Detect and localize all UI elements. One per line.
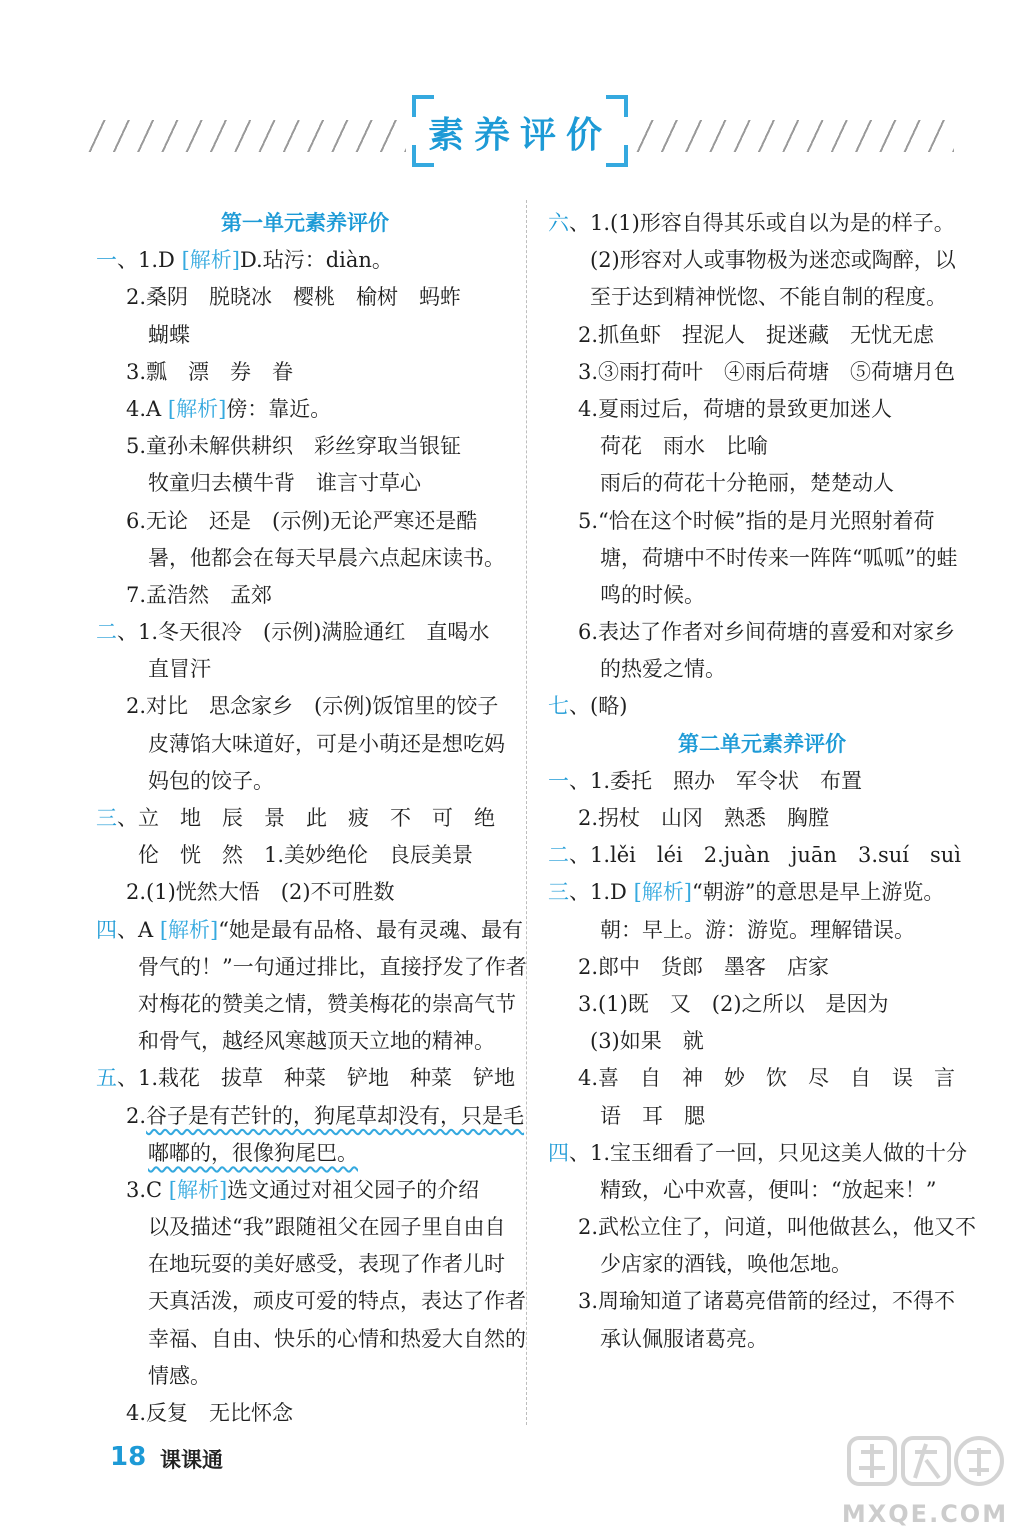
answer-line: [90, 949, 527, 986]
answer-text: 皮薄馅大味道好，可是小萌还是想吃妈: [148, 731, 505, 756]
section-heading: 第一单元素养评价: [221, 211, 389, 235]
answer-text: 5.“恰在这个时候”指的是月光照射着荷: [578, 508, 935, 533]
answer-text: 精致，心中欢喜，便叫：“放起来！”: [600, 1177, 937, 1202]
answer-text: 2.桑阴 脱晓冰 樱桃 榆树 蚂蚱: [126, 285, 462, 310]
answer-text: 在地玩耍的美好感受，表现了作者儿时: [148, 1252, 505, 1277]
answer-text: 牧童归去横牛背 谁言寸草心: [148, 471, 421, 496]
answer-line: [90, 317, 520, 354]
answer-line: [542, 540, 982, 577]
answer-column-right: [542, 205, 982, 1358]
answer-line: [90, 1246, 520, 1283]
question-number: 三: [548, 880, 569, 905]
answer-text: 2.: [126, 1103, 147, 1128]
answer-line: [542, 874, 982, 911]
answer-text: 2.拐杖 山冈 熟悉 胸膛: [578, 806, 830, 830]
answer-text: 鸣的时候。: [600, 582, 705, 607]
answer-line: [542, 837, 982, 874]
answer-line: [542, 763, 982, 800]
answer-text: 对梅花的赞美之情，赞美梅花的崇高气节: [138, 991, 516, 1016]
answer-text: “她是最有品格、最有灵魂、最有: [218, 917, 523, 942]
answer-text: 妈包的饺子。: [148, 768, 274, 793]
page-title-box: [412, 95, 628, 167]
answer-line: [90, 874, 520, 911]
answer-line: [90, 465, 520, 502]
answer-line: [542, 242, 982, 279]
answer-line: [542, 1098, 982, 1135]
watermark-text: MXQE.COM: [841, 1500, 1009, 1528]
answer-line: [90, 1209, 520, 1246]
answer-text: 2.(1)恍然大悟 (2)不可胜数: [126, 880, 395, 905]
answer-line: [542, 651, 982, 688]
answer-text: 、1.宝玉细看了一回，只见这美人做的十分: [569, 1140, 968, 1165]
answer-text: D.玷污：diàn。: [239, 248, 393, 273]
answer-text: 情感。: [148, 1363, 211, 1388]
answer-text: 3.(1)既 又 (2)之所以 是因为: [578, 991, 889, 1016]
answer-text: 4.A: [126, 396, 168, 421]
answer-text: 4.喜 自 神 妙 饮 尽 自 误 言: [578, 1066, 956, 1091]
answer-text: 7.孟浩然 孟郊: [126, 582, 273, 607]
answer-text: 3.C: [126, 1177, 169, 1202]
answer-line: [542, 428, 982, 465]
answer-line: [90, 577, 520, 614]
answer-text: 雨后的荷花十分艳丽，楚楚动人: [600, 471, 894, 496]
answer-text: 蝴蝶: [148, 322, 190, 347]
answer-text: 傍：靠近。: [226, 396, 332, 421]
column-divider: [526, 200, 527, 1425]
section-heading: 第二单元素养评价: [678, 731, 846, 756]
answer-line: [542, 1060, 982, 1097]
page-number: 18: [110, 1442, 147, 1472]
answer-line: [542, 1321, 982, 1358]
answer-text: 2.武松立住了，问道，叫他做甚么，他又不: [578, 1215, 977, 1240]
answer-text: 6.表达了作者对乡间荷塘的喜爱和对家乡: [578, 620, 956, 645]
answer-column-left: [90, 205, 527, 1432]
answer-line: [542, 1283, 982, 1320]
analysis-tag: [解析]: [167, 396, 227, 421]
watermark-logo-icon: [845, 1430, 1005, 1494]
answer-line: [90, 242, 520, 279]
answer-line: [90, 354, 520, 391]
answer-text: 3.③雨打荷叶 ④雨后荷塘 ⑤荷塘月色: [578, 359, 956, 384]
answer-text: 、1.栽花 拔草 种菜 铲地 种菜 铲地: [117, 1066, 516, 1091]
answer-line: [90, 837, 520, 874]
answer-line: [542, 577, 982, 614]
question-number: 二: [96, 620, 117, 645]
answer-text: 、1.(1)形容自得其乐或自以为是的样子。: [569, 211, 955, 235]
answer-line: [90, 986, 520, 1023]
answer-text: 骨气的！”一句通过排比，直接抒发了作者: [138, 954, 527, 979]
answer-line: [542, 1246, 982, 1283]
answer-line: [542, 503, 982, 540]
answer-line: [542, 986, 982, 1023]
question-number: 三: [96, 806, 117, 830]
answer-text: 2.郎中 货郎 墨客 店家: [578, 954, 830, 979]
answer-line: [90, 428, 520, 465]
question-number: 一: [548, 768, 569, 793]
answer-line: [90, 503, 520, 540]
answer-line: [542, 1023, 982, 1060]
analysis-tag: [解析]: [181, 248, 240, 273]
answer-text: 2.对比 思念家乡 (示例)饭馆里的饺子: [126, 694, 499, 719]
answer-text: 朝：早上。游：游览。理解错误。: [600, 917, 915, 942]
answer-line: [90, 651, 520, 688]
answer-text: 荷花 雨水 比喻: [600, 434, 768, 459]
analysis-tag: [解析]: [168, 1177, 228, 1202]
answer-text: 、(略): [569, 694, 628, 719]
answer-line: [90, 1060, 520, 1097]
answer-line: [90, 912, 523, 949]
answer-line: [542, 465, 982, 502]
answer-text: 、1.冬天很冷 (示例)满脸通红 直喝水: [117, 620, 490, 645]
answer-line: [542, 800, 982, 837]
answer-line: [90, 279, 520, 316]
answer-line: [90, 1098, 525, 1135]
answer-text: 、1.D: [117, 248, 182, 273]
answer-text: 4.反复 无比怀念: [126, 1401, 294, 1425]
answer-line: [542, 279, 982, 316]
decorative-hatch-left: [88, 120, 406, 152]
answer-text: 3.瓢 漂 券 眷: [126, 359, 294, 384]
answer-text: 少店家的酒钱，唤他怎地。: [600, 1252, 852, 1277]
answer-text: 、1.委托 照办 军令状 布置: [569, 768, 863, 793]
answer-text: 、1.lěi léi 2.juàn juān 3.suí suì: [569, 843, 962, 868]
question-number: 五: [96, 1066, 117, 1091]
answer-text: 3.周瑜知道了诸葛亮借箭的经过，不得不: [578, 1289, 956, 1314]
answer-text: “朝游”的意思是早上游览。: [691, 880, 945, 905]
question-number: 一: [96, 248, 117, 273]
answer-line: [90, 1023, 520, 1060]
answer-text: 承认佩服诸葛亮。: [600, 1326, 768, 1351]
page-title: 素养评价: [427, 115, 612, 156]
answer-text: 4.夏雨过后，荷塘的景致更加迷人: [578, 396, 893, 421]
answer-text: 、立 地 辰 景 此 疲 不 可 绝: [117, 806, 495, 830]
answer-text: 2.抓鱼虾 捏泥人 捉迷藏 无忧无虑: [578, 322, 935, 347]
answer-text: 、A: [117, 917, 160, 942]
answer-line: [542, 317, 982, 354]
analysis-tag: [解析]: [159, 917, 219, 942]
answer-line: [90, 614, 520, 651]
answer-line: [542, 391, 982, 428]
answer-line: [542, 1209, 982, 1246]
answer-line: [542, 1172, 982, 1209]
answer-line: [90, 1395, 520, 1432]
question-number: 二: [548, 843, 569, 868]
answer-line: [542, 912, 982, 949]
analysis-tag: [解析]: [633, 880, 692, 905]
answer-line: [90, 1172, 520, 1209]
answer-text: 语 耳 腮: [600, 1103, 705, 1128]
answer-text: 直冒汗: [148, 657, 211, 682]
question-number: 四: [548, 1140, 569, 1165]
answer-line: [542, 354, 982, 391]
question-number: 六: [548, 211, 569, 235]
answer-text: (2)形容对人或事物极为迷恋或陶醉，以: [590, 248, 956, 273]
answer-line: [90, 540, 520, 577]
answer-line: [90, 688, 520, 725]
answer-text: (3)如果 就: [590, 1029, 704, 1054]
answer-text: 、1.D: [569, 880, 634, 905]
answer-text: 伦 恍 然 1.美妙绝伦 良辰美景: [138, 843, 474, 868]
answer-line: [542, 1135, 982, 1172]
answer-text: 天真活泼，顽皮可爱的特点，表达了作者: [148, 1289, 526, 1314]
answer-text: 嘟嘟的，很像狗尾巴。: [148, 1140, 358, 1165]
footer-brand: 课课通: [160, 1448, 223, 1472]
answer-text: 谷子是有芒针的，狗尾草却没有，只是毛: [146, 1103, 525, 1128]
answer-line: [542, 949, 982, 986]
answer-line: [90, 391, 520, 428]
answer-text: 塘，荷塘中不时传来一阵阵“呱呱”的蛙: [600, 545, 958, 570]
watermark: [835, 1430, 1015, 1530]
answer-text: 暑，他都会在每天早晨六点起床读书。: [148, 545, 505, 570]
answer-line: [542, 688, 982, 725]
answer-text: 幸福、自由、快乐的心情和热爱大自然的: [148, 1326, 526, 1351]
answer-line: [542, 205, 982, 242]
answer-text: 6.无论 还是 (示例)无论严寒还是酷: [126, 508, 478, 533]
decorative-hatch-right: [636, 120, 954, 152]
question-number: 四: [96, 917, 117, 942]
answer-line: [90, 726, 520, 763]
question-number: 七: [548, 694, 569, 719]
answer-text: 至于达到精神恍惚、不能自制的程度。: [590, 285, 947, 310]
answer-line: [90, 1283, 526, 1320]
answer-line: [542, 614, 982, 651]
answer-text: 的热爱之情。: [600, 657, 726, 682]
answer-text: 选文通过对祖父园子的介绍: [227, 1177, 480, 1202]
answer-line: [90, 800, 520, 837]
answer-text: 5.童孙未解供耕织 彩丝穿取当银钲: [126, 434, 462, 459]
answer-line: [90, 1321, 526, 1358]
answer-text: 和骨气，越经风寒越顶天立地的精神。: [138, 1029, 495, 1054]
answer-text: 以及描述“我”跟随祖父在园子里自由自: [148, 1215, 506, 1240]
answer-line: [90, 1135, 520, 1172]
answer-line: [90, 763, 520, 800]
answer-line: [90, 1358, 520, 1395]
